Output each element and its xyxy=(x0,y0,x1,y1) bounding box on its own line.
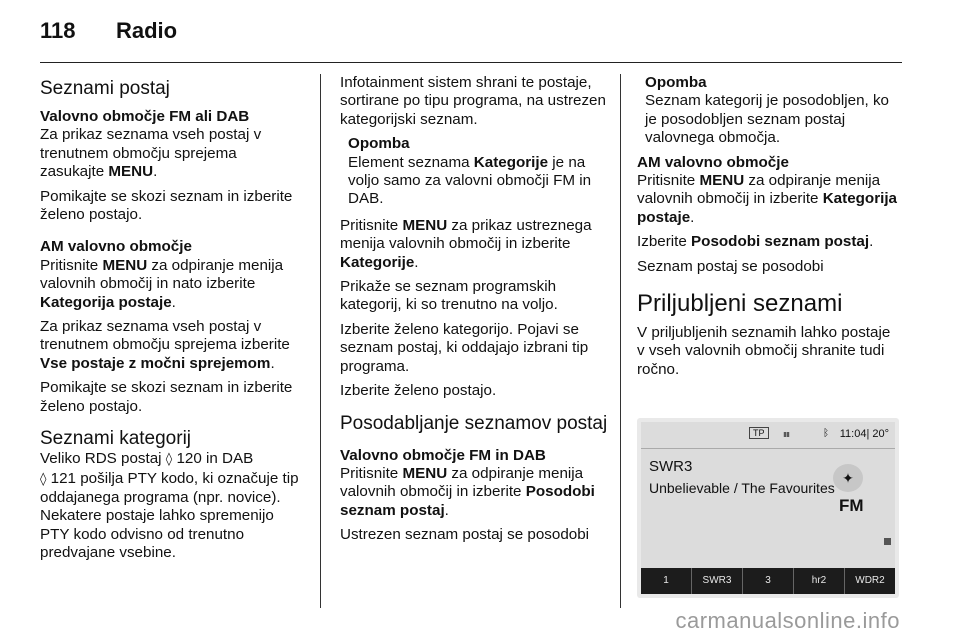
scroll-indicator xyxy=(884,538,891,545)
heading-category-lists: Seznami kategorij xyxy=(40,428,192,450)
band-label: FM xyxy=(839,496,864,515)
heading-favourite-lists: Priljubljeni seznami xyxy=(637,290,843,318)
paragraph: Izberite želeno kategorijo. Pojavi se seznam postaj, ki oddajajo izbrani tip programa. xyxy=(340,320,589,375)
paragraph: Seznam postaj se posodobi xyxy=(637,257,824,275)
column-3 xyxy=(637,74,902,385)
paragraph: Pomikajte se skozi seznam in izberite želeno postajo. xyxy=(40,187,293,224)
paragraph: Pritisnite MENU za odpiranje menija valovnih območij in nato izberite Kategorija postaje. xyxy=(40,256,284,311)
preset-5[interactable]: WDR2 xyxy=(844,568,895,594)
paragraph: Za prikaz seznama vseh postaj v trenutnem območju sprejema izberite Vse postaje z močni sprejemom. xyxy=(40,318,290,372)
paragraph: Za prikaz seznama vseh postaj v trenutnem območju sprejema zasukajte MENU. xyxy=(40,126,262,181)
preset-4[interactable]: hr2 xyxy=(793,568,844,594)
page-ref-arrow-icon: ◊ xyxy=(165,452,173,468)
paragraph: Izberite Posodobi seznam postaj. xyxy=(637,233,874,251)
subheading-fm-dab: Valovno območje FM ali DAB xyxy=(40,108,250,125)
clock-temperature: 11:04| 20° xyxy=(839,428,889,440)
subheading-am: AM valovno območje xyxy=(637,153,789,171)
paragraph: V priljubljenih seznamih lahko postaje v vseh valovnih območij shranite tudi ročno. xyxy=(637,324,891,378)
subheading-fm-dab: Valovno območje FM in DAB xyxy=(340,446,546,464)
tp-indicator: TP xyxy=(749,427,769,439)
note-box xyxy=(637,74,902,148)
paragraph: Izberite želeno postajo. xyxy=(340,382,497,400)
station-name: SWR3 xyxy=(649,458,693,475)
paragraph: Veliko RDS postaj ◊ 120 in DAB ◊ 121 pošilja PTY kodo, ki označuje tip oddajanega programa (npr. novice). Nekatere postaje lahko spremenijo PTY kodo odvisno od trenutno predvajane vsebine. xyxy=(40,450,299,562)
signal-icon: ıııı xyxy=(783,429,790,439)
paragraph: Ustrezen seznam postaj se posodobi xyxy=(340,526,590,544)
preset-3[interactable]: 3 xyxy=(742,568,793,594)
song-info: Unbelievable / The Favourites xyxy=(649,480,835,496)
page-number: 118 xyxy=(40,18,76,43)
paragraph: Prikaže se seznam programskih kategorij, ki so trenutno na voljo. xyxy=(340,278,558,314)
note-box xyxy=(340,135,608,209)
preset-1[interactable]: 1 xyxy=(663,575,669,586)
bluetooth-icon: ᛒ xyxy=(823,428,829,439)
watermark: carmanualsonline.info xyxy=(675,608,900,633)
paragraph: Pritisnite MENU za prikaz ustreznega menija valovnih območij in izberite Kategorije. xyxy=(340,216,592,271)
page-ref-arrow-icon: ◊ xyxy=(40,471,47,487)
note-body: Seznam kategorij je posodobljen, ko je posodobljen seznam postaj valovnega območja. xyxy=(645,92,889,147)
status-bar xyxy=(641,422,895,449)
page-header xyxy=(40,18,177,44)
paragraph: Pomikajte se skozi seznam in izberite želeno postajo. xyxy=(40,379,293,415)
paragraph: Pritisnite MENU za odpiranje menija valovnih območij in izberite Posodobi seznam postaj. xyxy=(340,464,595,519)
subheading-am: AM valovno območje xyxy=(40,238,192,256)
heading-station-lists: Seznami postaj xyxy=(40,78,170,99)
header-rule xyxy=(40,62,902,63)
preset-bar xyxy=(641,568,895,594)
radio-screen-illustration xyxy=(637,418,899,598)
preset-2[interactable]: SWR3 xyxy=(691,568,742,594)
note-body: Element seznama Kategorije je na voljo samo za valovni območji FM in DAB. xyxy=(348,153,592,208)
paragraph: Infotainment sistem shrani te postaje, sortirane po tipu programa, na ustrezen kategorijski seznam. xyxy=(340,74,606,128)
heading-update-lists: Posodabljanje seznamov postaj xyxy=(340,412,608,434)
column-divider-1 xyxy=(320,74,321,608)
column-2 xyxy=(340,74,608,551)
screen-display xyxy=(641,422,895,594)
section-title: Radio xyxy=(116,18,178,43)
globe-icon: ✦ xyxy=(833,464,863,492)
paragraph: Pritisnite MENU za odpiranje menija valovnih območij in izberite Kategorija postaje. xyxy=(637,172,897,226)
column-divider-2 xyxy=(620,74,621,608)
note-title: Opomba xyxy=(348,135,410,153)
note-title: Opomba xyxy=(645,74,707,91)
column-1 xyxy=(40,74,305,569)
